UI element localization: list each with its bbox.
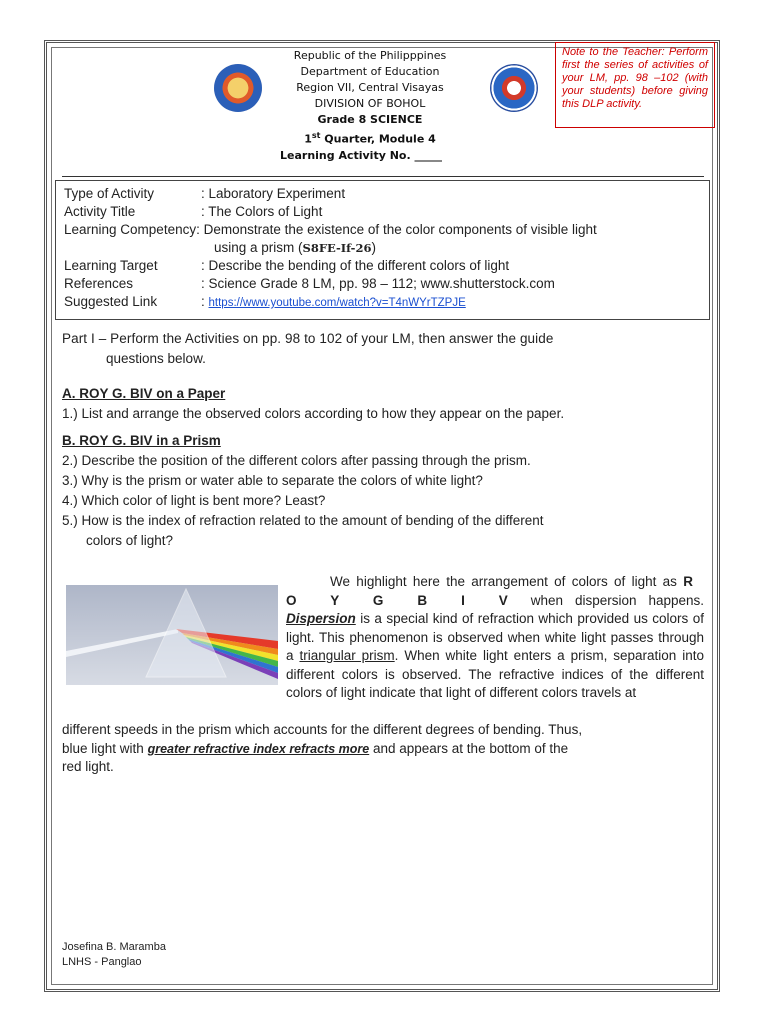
triangular-prism-term: triangular prism	[299, 648, 395, 663]
section-b-heading: B. ROY G. BIV in a Prism	[62, 433, 221, 448]
section-a-heading: A. ROY G. BIV on a Paper	[62, 386, 226, 401]
deped-seal-icon	[490, 64, 538, 112]
info-competency-row	[64, 221, 597, 239]
para-text-1: We highlight here the arrangement of colors of light as	[330, 574, 677, 589]
header-activity-no: Learning Activity No. _____	[280, 148, 442, 162]
info-references-label: References	[64, 276, 134, 291]
dispersion-paragraph	[286, 573, 704, 703]
question-5-cont: colors of light?	[86, 533, 174, 548]
question-5: 5.) How is the index of refraction related to the amount of bending of the different	[62, 513, 544, 528]
info-link-row	[64, 293, 466, 311]
prism-dispersion-image	[66, 585, 278, 685]
info-references-row	[64, 275, 555, 293]
competency-close: )	[371, 240, 376, 255]
part1-instructions	[62, 329, 704, 369]
info-target-row	[64, 257, 510, 275]
header-divider	[62, 176, 704, 177]
para-full-line-3: red light.	[62, 759, 114, 774]
info-title-label: Activity Title	[64, 204, 136, 219]
question-1: 1.) List and arrange the observed colors according to how they appear on the paper.	[62, 406, 565, 421]
author-school: LNHS - Panglao	[62, 956, 142, 968]
info-type-row	[64, 185, 346, 203]
header-line-2: Department of Education	[300, 65, 440, 78]
suggested-video-link[interactable]: https://www.youtube.com/watch?v=T4nWYrTZPJE	[208, 297, 466, 309]
question-3: 3.) Why is the prism or water able to separate the colors of white light?	[62, 473, 483, 488]
header-line-3: Region VII, Central Visayas	[296, 81, 444, 94]
author-name: Josefina B. Maramba	[62, 941, 166, 953]
part1-line-1: Part I – Perform the Activities on pp. 98 to 102 of your LM, then answer the guide	[62, 331, 554, 346]
header-quarter	[270, 128, 470, 148]
section-b	[62, 431, 712, 551]
info-competency-row-2	[214, 239, 376, 257]
info-type-label: Type of Activity	[64, 186, 155, 201]
info-type-value: : Laboratory Experiment	[201, 186, 346, 201]
quarter-suffix: st	[311, 131, 321, 140]
header-line-4: DIVISION OF BOHOL	[314, 97, 426, 110]
header-line-1: Republic of the Philipppines	[293, 49, 447, 62]
info-title-value: : The Colors of Light	[201, 204, 323, 219]
info-competency-value: : Demonstrate the existence of the color components of visible light	[196, 222, 597, 237]
dispersion-term: Dispersion	[286, 611, 356, 626]
info-target-label: Learning Target	[64, 258, 158, 273]
quarter-number: 1	[304, 132, 312, 146]
header-grade: Grade 8 SCIENCE	[317, 113, 423, 126]
document-header	[270, 48, 470, 164]
activity-info-box	[55, 180, 710, 320]
info-competency-label: Learning Competency	[64, 222, 197, 237]
para-full-line-1: different speeds in the prism which accounts for the different degrees of bending. Thus,	[62, 722, 583, 737]
info-title-row	[64, 203, 323, 221]
info-link-colon: :	[201, 294, 209, 309]
info-link-label: Suggested Link	[64, 294, 158, 309]
emphasis-statement: greater refractive index refracts more	[147, 741, 370, 756]
quarter-rest: Quarter, Module 4	[320, 132, 436, 146]
para-full-2a: blue light with	[62, 740, 144, 756]
info-competency-value-2: using a prism (	[214, 240, 303, 255]
competency-code: S8FE-If-26	[302, 241, 372, 255]
deped-bohol-seal-icon	[214, 64, 262, 112]
roygbiv-sequence: R O Y G B I V	[286, 574, 704, 608]
question-2: 2.) Describe the position of the different colors after passing through the prism.	[62, 453, 531, 468]
para-full-line-2	[62, 740, 704, 759]
teacher-note: Note to the Teacher: Perform first the series of activities of your LM, pp. 98 –102 (with your students) before giving this DLP activity.	[555, 42, 715, 128]
author-footer	[62, 940, 166, 970]
para-text-2: when dispersion happens.	[530, 592, 704, 608]
para-text-3: is a special kind of refraction which provided us colors of light. This phenomenon is observed when white light passes through a	[286, 611, 704, 663]
part1-line-2: questions below.	[106, 351, 206, 366]
para-full-2b: and appears at the bottom of the	[372, 740, 569, 756]
para-text-4: . When white light enters a prism, separation into different colors is observed. The refractive indices of the different colors of light indicate that light of different colors travels at	[286, 648, 704, 700]
question-4: 4.) Which color of light is bent more? Least?	[62, 493, 326, 508]
dispersion-paragraph-cont	[62, 721, 704, 777]
info-link-value-wrap	[201, 293, 466, 312]
info-target-value: : Describe the bending of the different colors of light	[201, 258, 510, 273]
info-references-value: : Science Grade 8 LM, pp. 98 – 112; www.shutterstock.com	[201, 276, 555, 291]
section-a	[62, 384, 712, 424]
